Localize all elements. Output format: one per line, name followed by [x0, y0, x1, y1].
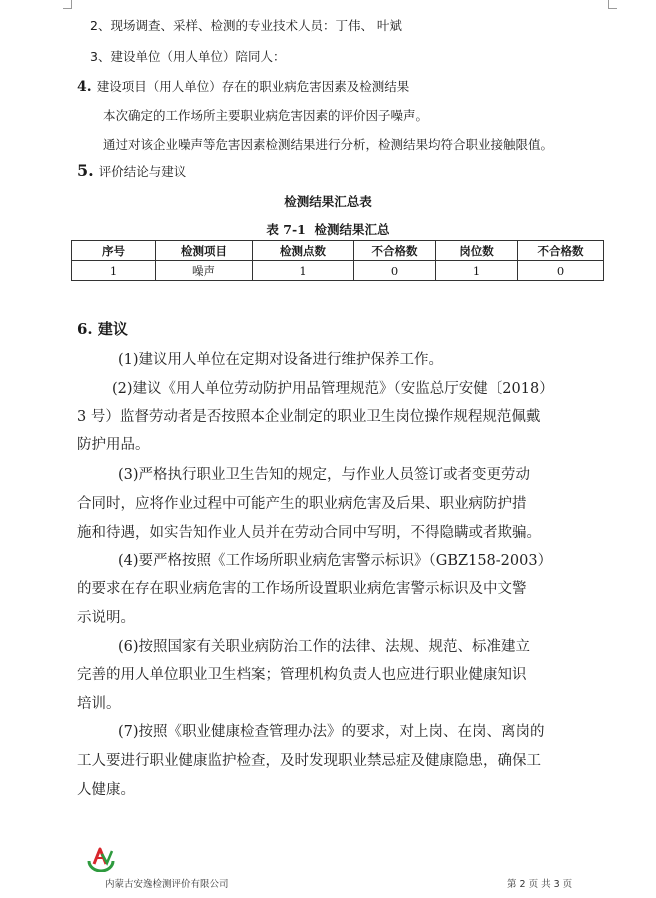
table-header-row: [72, 241, 604, 261]
advice-line: 3 号）监督劳动者是否按照本企业制定的职业卫生岗位操作规程规范佩戴: [77, 409, 541, 425]
advice-line: (6)按照国家有关职业病防治工作的法律、法规、规范、标准建立: [118, 639, 531, 655]
table-row: [72, 261, 604, 281]
table-cell: 0: [354, 261, 436, 281]
escort-line: 3、建设单位（用人单位）陪同人：: [90, 49, 286, 64]
summary-title: 检测结果汇总表: [284, 194, 372, 209]
advice-line: 的要求在存在职业病危害的工作场所设置职业病危害警示标识及中文警: [77, 581, 527, 597]
company-logo: [86, 846, 116, 872]
advice-line: (3)严格执行职业卫生告知的规定，与作业人员签订或者变更劳动: [118, 467, 531, 483]
advice-line: 防护用品。: [77, 437, 150, 453]
section5-title: 评价结论与建议: [98, 164, 187, 179]
staff-line: 2、现场调查、采样、检测的专业技术人员：丁伟、 叶斌: [90, 18, 402, 33]
table-header-cell: 检测项目: [156, 241, 253, 261]
section5-number: 5.: [77, 161, 94, 180]
table-cell: 1: [253, 261, 354, 281]
advice-line: (2)建议《用人单位劳动防护用品管理规范》（安监总厅安健〔2018）: [112, 381, 554, 397]
section6-heading: 6. 建议: [77, 320, 128, 338]
advice-line: (4)要严格按照《工作场所职业病危害警示标识》（GBZ158-2003）: [118, 553, 553, 569]
table-header-cell: 序号: [72, 241, 156, 261]
results-table: [71, 240, 604, 281]
section4-title: 建设项目（用人单位）存在的职业病危害因素及检测结果: [96, 79, 410, 94]
advice-line: 完善的用人单位职业卫生档案；管理机构负责人也应进行职业健康知识: [77, 667, 527, 683]
section4-para1: 本次确定的工作场所主要职业病危害因素的评价因子噪声。: [103, 108, 429, 123]
section4-number: 4.: [77, 79, 92, 95]
table-header-cell: 不合格数: [518, 241, 604, 261]
section5-heading: [77, 161, 186, 180]
advice-line: 培训。: [77, 696, 121, 712]
advice-line: 示说明。: [77, 610, 135, 626]
advice-line: (1)建议用人单位在定期对设备进行维护保养工作。: [118, 352, 444, 368]
table-cell: 噪声: [156, 261, 253, 281]
advice-line: (7)按照《职业健康检查管理办法》的要求，对上岗、在岗、离岗的: [118, 724, 545, 740]
advice-line: 施和待遇，如实告知作业人员并在劳动合同中写明，不得隐瞒或者欺骗。: [77, 525, 541, 541]
table-header-cell: 检测点数: [253, 241, 354, 261]
advice-line: 人健康。: [77, 782, 135, 798]
table-cell: 1: [72, 261, 156, 281]
footer-page-number: 第 2 页 共 3 页: [507, 879, 573, 890]
table-caption: 表 7-1 检测结果汇总: [266, 222, 390, 237]
table-header-cell: 岗位数: [436, 241, 518, 261]
table-cell: 0: [518, 261, 604, 281]
advice-line: 工人要进行职业健康监护检查，及时发现职业禁忌症及健康隐患，确保工: [77, 753, 541, 769]
corner-mark-top-left: [63, 0, 72, 9]
corner-mark-top-right: [608, 0, 617, 9]
table-cell: 1: [436, 261, 518, 281]
section4-heading: [77, 76, 409, 95]
advice-line: 合同时，应将作业过程中可能产生的职业病危害及后果、职业病防护措: [77, 496, 527, 512]
table-header-cell: 不合格数: [354, 241, 436, 261]
footer-company: 内蒙古安逸检测评价有限公司: [105, 879, 229, 890]
section4-para2: 通过对该企业噪声等危害因素检测结果进行分析，检测结果均符合职业接触限值。: [103, 137, 554, 152]
